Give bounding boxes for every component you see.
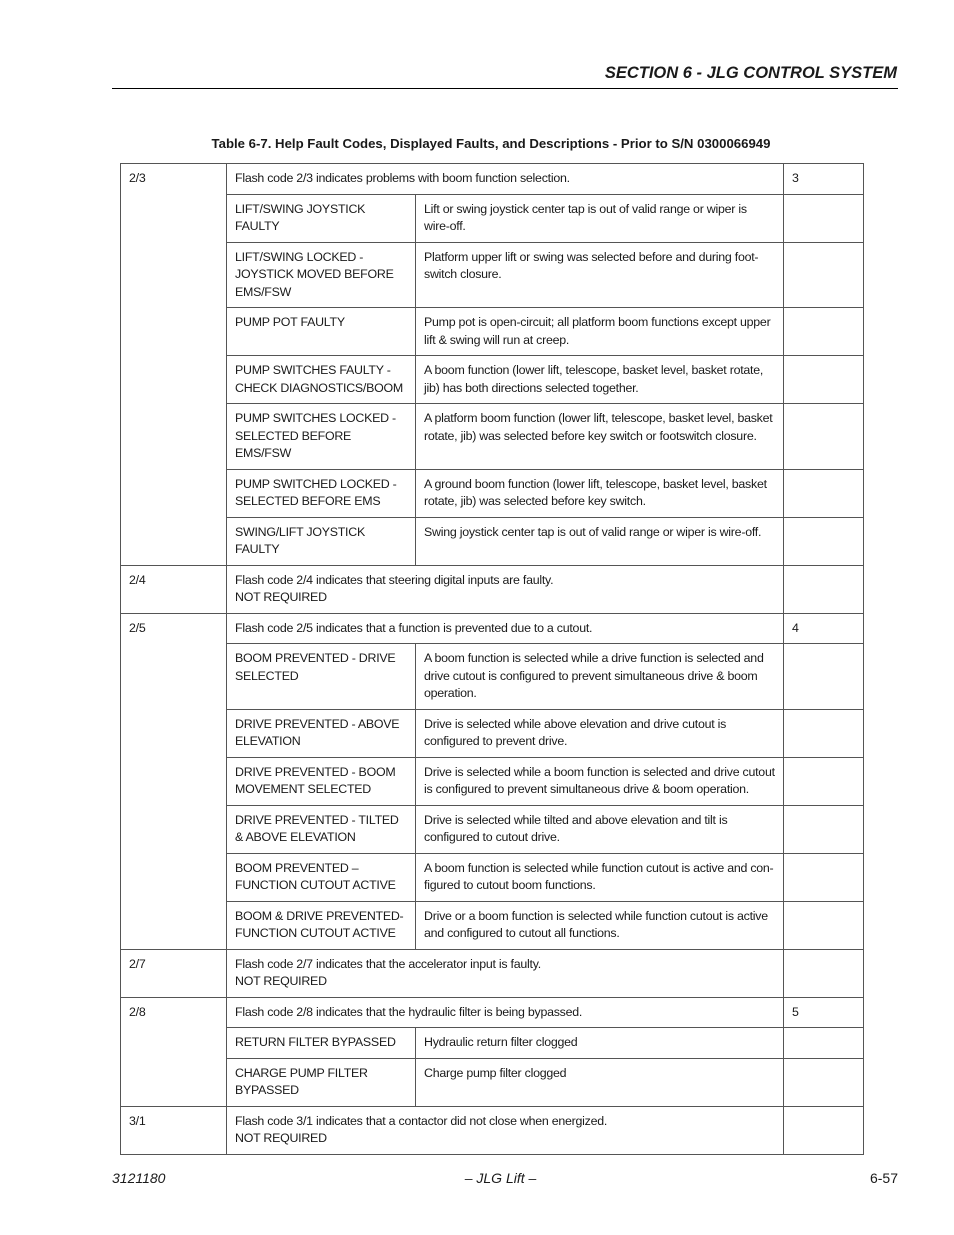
- fault-name-cell: CHARGE PUMP FILTER BYPASSED: [227, 1058, 416, 1106]
- flash-code-cell: 3/1: [121, 1106, 227, 1154]
- fault-row: [121, 308, 864, 356]
- fault-description-cell: Drive is selected while tilted and above elevation and tilt is configured to cutout drive.: [416, 805, 784, 853]
- fault-row: [121, 517, 864, 565]
- fault-description-cell: Drive is selected while a boom function is selected and drive cutout is configured to prevent simultaneous drive & boom operation.: [416, 757, 784, 805]
- empty-priority-cell: [784, 308, 864, 356]
- flash-code-summary-cell: [227, 613, 784, 644]
- fault-description-cell: Platform upper lift or swing was selected before and during foot-switch closure.: [416, 242, 784, 308]
- empty-priority-cell: [784, 805, 864, 853]
- fault-name-cell: DRIVE PREVENTED - TILTED & ABOVE ELEVATION: [227, 805, 416, 853]
- empty-priority-cell: [784, 853, 864, 901]
- empty-priority-cell: [784, 901, 864, 949]
- fault-row: [121, 404, 864, 470]
- flash-code-summary-cell: [227, 565, 784, 613]
- fault-description-cell: Hydraulic return filter clogged: [416, 1028, 784, 1059]
- fault-name-cell: PUMP SWITCHES LOCKED - SELECTED BEFORE EMS/FSW: [227, 404, 416, 470]
- flash-code-note: NOT REQUIRED: [235, 1131, 327, 1145]
- fault-row: [121, 1058, 864, 1106]
- fault-row: [121, 853, 864, 901]
- fault-group-row: [121, 949, 864, 997]
- footer-center-label: – JLG Lift –: [464, 1170, 537, 1186]
- empty-priority-cell: [784, 469, 864, 517]
- fault-description-cell: Drive or a boom function is selected while function cutout is active and configured to cutout all functions.: [416, 901, 784, 949]
- header-rule: [112, 88, 898, 89]
- flash-code-summary-cell: [227, 949, 784, 997]
- fault-description-cell: Charge pump filter clogged: [416, 1058, 784, 1106]
- fault-description-cell: A ground boom function (lower lift, telescope, basket level, basket rotate, jib) was selected before key switch.: [416, 469, 784, 517]
- fault-description-cell: A boom function (lower lift, telescope, basket level, basket rotate, jib) has both directions selected together.: [416, 356, 784, 404]
- fault-name-cell: BOOM PREVENTED – FUNCTION CUTOUT ACTIVE: [227, 853, 416, 901]
- fault-name-cell: PUMP POT FAULTY: [227, 308, 416, 356]
- fault-row: [121, 805, 864, 853]
- fault-name-cell: LIFT/SWING JOYSTICK FAULTY: [227, 194, 416, 242]
- fault-group-row: [121, 1106, 864, 1154]
- footer-page-number: 6-57: [869, 1170, 898, 1186]
- empty-priority-cell: [784, 1028, 864, 1059]
- fault-name-cell: RETURN FILTER BYPASSED: [227, 1028, 416, 1059]
- flash-code-summary-cell: [227, 997, 784, 1028]
- flash-code-summary-cell: [227, 1106, 784, 1154]
- flash-code-summary: Flash code 2/5 indicates that a function is prevented due to a cutout.: [235, 620, 593, 635]
- flash-code-cell: 2/4: [121, 565, 227, 613]
- empty-priority-cell: [784, 517, 864, 565]
- flash-code-summary: Flash code 2/4 indicates that steering digital inputs are faulty.: [235, 572, 554, 587]
- footer-doc-number: 3121180: [112, 1170, 166, 1186]
- flash-code-cell: 2/5: [121, 613, 227, 949]
- fault-row: [121, 901, 864, 949]
- fault-row: [121, 644, 864, 710]
- fault-name-cell: BOOM PREVENTED - DRIVE SELECTED: [227, 644, 416, 710]
- fault-row: [121, 469, 864, 517]
- flash-code-summary: Flash code 3/1 indicates that a contactor did not close when energized.: [235, 1113, 608, 1128]
- fault-name-cell: PUMP SWITCHES FAULTY - CHECK DIAGNOSTICS/BOOM: [227, 356, 416, 404]
- flash-code-note: NOT REQUIRED: [235, 974, 327, 988]
- priority-cell: 3: [784, 164, 864, 195]
- fault-name-cell: SWING/LIFT JOYSTICK FAULTY: [227, 517, 416, 565]
- fault-group-row: [121, 164, 864, 195]
- priority-cell: [784, 565, 864, 613]
- fault-group-row: [121, 997, 864, 1028]
- fault-row: [121, 757, 864, 805]
- fault-table-body: [121, 164, 864, 1155]
- fault-row: [121, 709, 864, 757]
- priority-cell: 5: [784, 997, 864, 1028]
- fault-row: [121, 242, 864, 308]
- fault-description-cell: Lift or swing joystick center tap is out of valid range or wiper is wire-off.: [416, 194, 784, 242]
- fault-group-row: [121, 565, 864, 613]
- fault-name-cell: BOOM & DRIVE PREVENTED-FUNCTION CUTOUT ACTIVE: [227, 901, 416, 949]
- flash-code-summary: Flash code 2/8 indicates that the hydraulic filter is being bypassed.: [235, 1004, 583, 1019]
- empty-priority-cell: [784, 404, 864, 470]
- fault-table: [120, 163, 864, 1155]
- priority-cell: [784, 949, 864, 997]
- empty-priority-cell: [784, 644, 864, 710]
- table-title: Table 6-7. Help Fault Codes, Displayed Faults, and Descriptions - Prior to S/N 0300066949: [211, 136, 771, 151]
- fault-description-cell: A boom function is selected while function cutout is active and con-figured to cutout boom functions.: [416, 853, 784, 901]
- flash-code-summary: Flash code 2/7 indicates that the accelerator input is faulty.: [235, 956, 541, 971]
- empty-priority-cell: [784, 709, 864, 757]
- fault-description-cell: Pump pot is open-circuit; all platform boom functions except upper lift & swing will run at creep.: [416, 308, 784, 356]
- empty-priority-cell: [784, 356, 864, 404]
- fault-row: [121, 356, 864, 404]
- fault-row: [121, 194, 864, 242]
- flash-code-cell: 2/7: [121, 949, 227, 997]
- fault-group-row: [121, 613, 864, 644]
- fault-row: [121, 1028, 864, 1059]
- fault-description-cell: A boom function is selected while a drive function is selected and drive cutout is configured to prevent simultaneous drive & boom operation.: [416, 644, 784, 710]
- fault-name-cell: PUMP SWITCHED LOCKED - SELECTED BEFORE EMS: [227, 469, 416, 517]
- empty-priority-cell: [784, 1058, 864, 1106]
- fault-description-cell: Swing joystick center tap is out of valid range or wiper is wire-off.: [416, 517, 784, 565]
- fault-name-cell: DRIVE PREVENTED - BOOM MOVEMENT SELECTED: [227, 757, 416, 805]
- flash-code-note: NOT REQUIRED: [235, 590, 327, 604]
- flash-code-cell: 2/3: [121, 164, 227, 566]
- flash-code-summary: Flash code 2/3 indicates problems with boom function selection.: [235, 171, 570, 185]
- fault-description-cell: Drive is selected while above elevation and drive cutout is configured to prevent drive.: [416, 709, 784, 757]
- empty-priority-cell: [784, 242, 864, 308]
- fault-name-cell: LIFT/SWING LOCKED - JOYSTICK MOVED BEFORE EMS/FSW: [227, 242, 416, 308]
- empty-priority-cell: [784, 757, 864, 805]
- flash-code-cell: 2/8: [121, 997, 227, 1106]
- section-header: SECTION 6 - JLG CONTROL SYSTEM: [604, 64, 897, 82]
- priority-cell: [784, 1106, 864, 1154]
- flash-code-summary-cell: [227, 164, 784, 195]
- empty-priority-cell: [784, 194, 864, 242]
- fault-name-cell: DRIVE PREVENTED - ABOVE ELEVATION: [227, 709, 416, 757]
- priority-cell: 4: [784, 613, 864, 644]
- fault-description-cell: A platform boom function (lower lift, telescope, basket level, basket rotate, jib) was selected before key switch or footswitch closure.: [416, 404, 784, 470]
